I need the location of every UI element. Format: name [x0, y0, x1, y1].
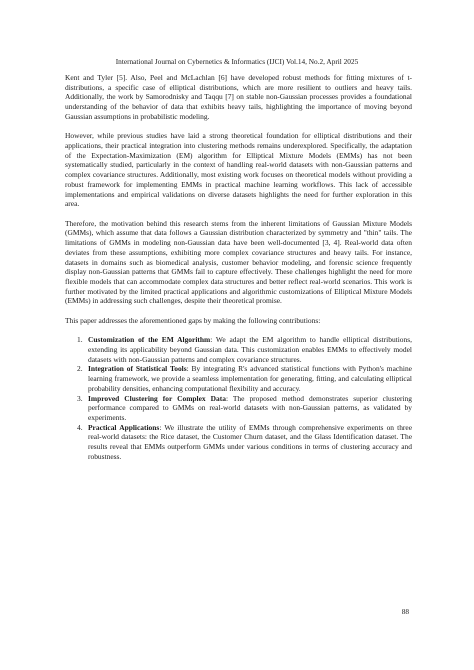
- contribution-number: 3.: [77, 393, 83, 403]
- contribution-title: Improved Clustering for Complex Data: [88, 393, 226, 403]
- contribution-item: [77, 393, 412, 423]
- contribution-title: Customization of the EM Algorithm: [88, 335, 211, 345]
- paragraph-related-work: Kent and Tyler [5]. Also, Peel and McLachlan [6] have developed robust methods for fitting mixtures of t-distributions, a specific case of elliptical distributions, which are more resilient to outliers and heavy tails. Additionally, the work by Samorodnisky and Taqqu [7] on stable non-Gaussian processes provides a foundational understanding of the behavior of data that exhibits heavy tails, highlighting the importance of moving beyond Gaussian assumptions in probabilistic modeling.: [65, 73, 412, 121]
- page-number: 88: [401, 607, 409, 616]
- contribution-item: [77, 364, 412, 393]
- contribution-number: 1.: [77, 335, 83, 345]
- contribution-item: [77, 335, 412, 364]
- contribution-number: 4.: [77, 422, 83, 432]
- paragraph-contributions-intro: This paper addresses the aforementioned gaps by making the following contributions:: [65, 315, 321, 325]
- running-header: International Journal on Cybernetics & Informatics (IJCI) Vol.14, No.2, April 2025: [115, 57, 359, 66]
- contribution-title: Integration of Statistical Tools: [88, 364, 187, 374]
- contribution-text: : We adapt the EM algorithm to handle elliptical distributions, extending its applicability beyond Gaussian data. This customization enables EMMs to effectively model datasets with non-Gaussian patterns and complex covariance structures.: [88, 335, 412, 364]
- contribution-text: : By integrating R's advanced statistical functions with Python's machine learning framework, we provide a seamless implementation for generating, fitting, and calculating elliptical probability densities, enhancing computational flexibility and accuracy.: [88, 364, 412, 393]
- paragraph-research-gap: However, while previous studies have laid a strong theoretical foundation for elliptical distributions and their applications, their practical integration into clustering methods remains underexplored. Specifically, the adaptation of the Expectation-Maximization (EM) algorithm for Elliptical Mixture Models (EMMs) has not been systematically studied, particularly in the context of handling real-world datasets with non-Gaussian patterns and complex covariance structures. Additionally, most existing work focuses on theoretical models without providing a robust framework for implementing EMMs in practical machine learning workflows. This lack of accessible implementations and empirical validations on diverse datasets highlights the need for further exploration in this area.: [65, 131, 412, 209]
- contribution-title: Practical Applications: [88, 422, 160, 432]
- contribution-number: 2.: [77, 364, 83, 374]
- contribution-text: : We illustrate the utility of EMMs through comprehensive experiments on three real-world datasets: the Rice dataset, the Customer Churn dataset, and the Glass Identification dataset. The results reveal that EMMs outperform GMMs under various conditions in terms of clustering accuracy and robustness.: [88, 422, 413, 461]
- contribution-text: : The proposed method demonstrates superior clustering performance compared to GMMs on real-world datasets with non-Gaussian patterns, as validated by experiments.: [88, 393, 412, 422]
- paragraph-motivation: Therefore, the motivation behind this research stems from the inherent limitations of Gaussian Mixture Models (GMMs), which assume that data follows a Gaussian distribution characterized by symmetry and "thin" tails. The limitations of GMMs in modeling non-Gaussian data have been well-documented [3, 4]. Real-world data often deviates from these assumptions, exhibiting more complex covariance structures and heavy tails. For instance, datasets in domains such as biomedical analysis, customer behavior modeling, and forensic science frequently display non-Gaussian patterns that GMMs fail to capture effectively. These challenges highlight the need for more flexible models that can accommodate complex data structures and better reflect real-world scenarios. This work is further motivated by the limited practical applications and algorithmic customizations of Elliptical Mixture Models (EMMs) in addressing such challenges, despite their theoretical promise.: [65, 218, 412, 306]
- contribution-item: [77, 422, 413, 462]
- contributions-list: [65, 335, 412, 461]
- body-text: [65, 73, 412, 462]
